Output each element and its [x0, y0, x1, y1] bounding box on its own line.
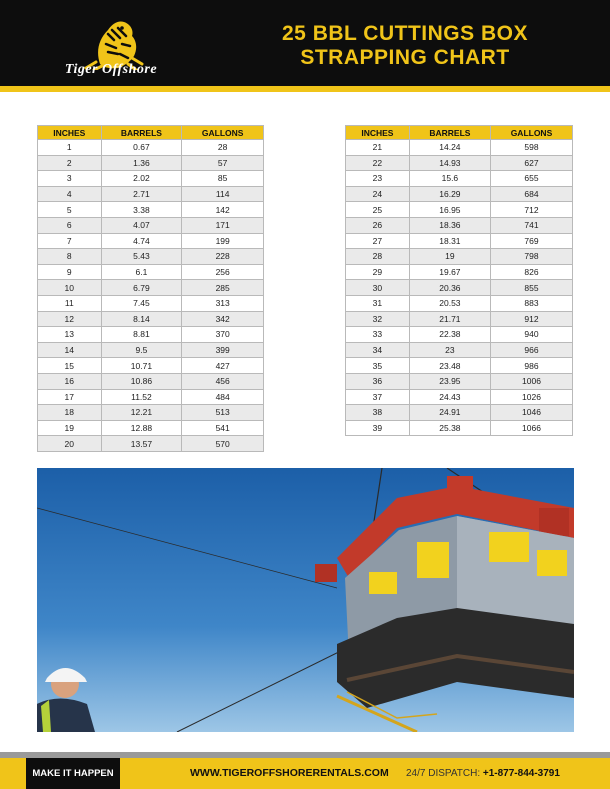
- table-row: [38, 405, 264, 421]
- cell-barrels: 15.6: [409, 171, 490, 187]
- cell-barrels: 22.38: [409, 327, 490, 343]
- column-header-gallons: GALLONS: [490, 126, 572, 140]
- cell-barrels: 8.81: [101, 327, 182, 343]
- cell-gallons: 427: [182, 358, 264, 374]
- table-row: [346, 171, 573, 187]
- cell-gallons: 712: [490, 202, 572, 218]
- cell-barrels: 19.67: [409, 264, 490, 280]
- cell-barrels: 23.48: [409, 358, 490, 374]
- table-row: [38, 217, 264, 233]
- cell-gallons: 256: [182, 264, 264, 280]
- cell-barrels: 3.38: [101, 202, 182, 218]
- table-row: [346, 295, 573, 311]
- table-row: [346, 373, 573, 389]
- cell-inches: 12: [38, 311, 102, 327]
- table-row: [38, 280, 264, 296]
- column-header-gallons: GALLONS: [182, 126, 264, 140]
- cell-inches: 4: [38, 186, 102, 202]
- cell-barrels: 18.36: [409, 217, 490, 233]
- table-row: [346, 186, 573, 202]
- cell-gallons: 541: [182, 420, 264, 436]
- table-row: [346, 217, 573, 233]
- crane-lift-illustration: [37, 468, 574, 732]
- cell-inches: 7: [38, 233, 102, 249]
- cell-barrels: 13.57: [101, 436, 182, 452]
- cell-gallons: 199: [182, 233, 264, 249]
- cell-inches: 17: [38, 389, 102, 405]
- dispatch-label: 24/7 DISPATCH:: [406, 768, 481, 779]
- table-header-row: [346, 126, 573, 140]
- table-row: [346, 202, 573, 218]
- cell-inches: 5: [38, 202, 102, 218]
- cell-gallons: 741: [490, 217, 572, 233]
- table-row: [346, 140, 573, 156]
- cell-inches: 18: [38, 405, 102, 421]
- title-line-2: STRAPPING CHART: [300, 46, 510, 69]
- cell-barrels: 12.21: [101, 405, 182, 421]
- cell-gallons: 85: [182, 171, 264, 187]
- cell-inches: 24: [346, 186, 410, 202]
- table-row: [38, 233, 264, 249]
- cell-gallons: 826: [490, 264, 572, 280]
- cell-gallons: 570: [182, 436, 264, 452]
- table-row: [38, 264, 264, 280]
- cell-inches: 23: [346, 171, 410, 187]
- cell-barrels: 20.53: [409, 295, 490, 311]
- logo-wordmark: Tiger Offshore: [64, 62, 158, 77]
- cell-gallons: 1066: [490, 420, 572, 436]
- cell-inches: 22: [346, 155, 410, 171]
- table-row: [38, 186, 264, 202]
- cell-gallons: 966: [490, 342, 572, 358]
- table-row: [38, 140, 264, 156]
- cell-barrels: 24.91: [409, 405, 490, 421]
- table-row: [38, 155, 264, 171]
- title-line-1: 25 BBL CUTTINGS BOX: [282, 22, 528, 45]
- dispatch-info: [406, 758, 560, 789]
- cell-gallons: 912: [490, 311, 572, 327]
- cell-inches: 10: [38, 280, 102, 296]
- table-row: [38, 389, 264, 405]
- cell-barrels: 8.14: [101, 311, 182, 327]
- cell-inches: 38: [346, 405, 410, 421]
- cell-barrels: 4.74: [101, 233, 182, 249]
- cell-barrels: 18.31: [409, 233, 490, 249]
- cell-inches: 39: [346, 420, 410, 436]
- page-footer: [0, 758, 610, 789]
- cell-barrels: 11.52: [101, 389, 182, 405]
- cell-barrels: 7.45: [101, 295, 182, 311]
- cell-barrels: 20.36: [409, 280, 490, 296]
- cell-barrels: 10.86: [101, 373, 182, 389]
- cell-inches: 13: [38, 327, 102, 343]
- cell-inches: 32: [346, 311, 410, 327]
- table-row: [38, 342, 264, 358]
- table-row: [38, 311, 264, 327]
- table-row: [346, 264, 573, 280]
- page-title: [250, 22, 560, 70]
- cell-gallons: 684: [490, 186, 572, 202]
- cell-inches: 6: [38, 217, 102, 233]
- table-row: [38, 358, 264, 374]
- cell-barrels: 24.43: [409, 389, 490, 405]
- footer-tagline: MAKE IT HAPPEN: [26, 758, 120, 789]
- table-row: [346, 342, 573, 358]
- website-link[interactable]: WWW.TIGEROFFSHORERENTALS.COM: [190, 767, 389, 779]
- cell-gallons: 28: [182, 140, 264, 156]
- cell-gallons: 370: [182, 327, 264, 343]
- table-row: [38, 327, 264, 343]
- cell-gallons: 484: [182, 389, 264, 405]
- table-row: [346, 233, 573, 249]
- table-row: [38, 436, 264, 452]
- cell-barrels: 14.24: [409, 140, 490, 156]
- cell-barrels: 5.43: [101, 249, 182, 265]
- table-row: [346, 155, 573, 171]
- cell-inches: 19: [38, 420, 102, 436]
- table-header-row: [38, 126, 264, 140]
- cell-inches: 28: [346, 249, 410, 265]
- cell-barrels: 9.5: [101, 342, 182, 358]
- cell-inches: 15: [38, 358, 102, 374]
- cell-inches: 36: [346, 373, 410, 389]
- cell-inches: 20: [38, 436, 102, 452]
- cell-gallons: 940: [490, 327, 572, 343]
- table-row: [346, 327, 573, 343]
- cell-gallons: 342: [182, 311, 264, 327]
- cell-inches: 2: [38, 155, 102, 171]
- table-row: [346, 405, 573, 421]
- cell-gallons: 855: [490, 280, 572, 296]
- cell-barrels: 12.88: [101, 420, 182, 436]
- cell-inches: 26: [346, 217, 410, 233]
- cell-barrels: 14.93: [409, 155, 490, 171]
- cell-barrels: 23.95: [409, 373, 490, 389]
- cell-gallons: 1026: [490, 389, 572, 405]
- cell-inches: 37: [346, 389, 410, 405]
- strapping-table-right: [345, 125, 573, 436]
- cell-inches: 30: [346, 280, 410, 296]
- column-header-barrels: BARRELS: [101, 126, 182, 140]
- cell-inches: 33: [346, 327, 410, 343]
- cell-gallons: 114: [182, 186, 264, 202]
- cell-inches: 25: [346, 202, 410, 218]
- cell-inches: 34: [346, 342, 410, 358]
- strapping-table-left: [37, 125, 264, 452]
- cell-gallons: 986: [490, 358, 572, 374]
- cell-gallons: 598: [490, 140, 572, 156]
- cell-inches: 1: [38, 140, 102, 156]
- table-row: [38, 373, 264, 389]
- cell-gallons: 769: [490, 233, 572, 249]
- header-accent-bar: [0, 86, 610, 92]
- cell-gallons: 456: [182, 373, 264, 389]
- table-row: [346, 249, 573, 265]
- cell-gallons: 399: [182, 342, 264, 358]
- cell-gallons: 798: [490, 249, 572, 265]
- cell-barrels: 21.71: [409, 311, 490, 327]
- cell-barrels: 19: [409, 249, 490, 265]
- cell-gallons: 627: [490, 155, 572, 171]
- table-row: [38, 249, 264, 265]
- cell-gallons: 883: [490, 295, 572, 311]
- cell-inches: 14: [38, 342, 102, 358]
- column-header-inches: INCHES: [346, 126, 410, 140]
- column-header-barrels: BARRELS: [409, 126, 490, 140]
- cell-inches: 27: [346, 233, 410, 249]
- table-row: [346, 420, 573, 436]
- cell-barrels: 2.71: [101, 186, 182, 202]
- cell-inches: 35: [346, 358, 410, 374]
- cell-inches: 16: [38, 373, 102, 389]
- cell-inches: 11: [38, 295, 102, 311]
- cell-inches: 9: [38, 264, 102, 280]
- cell-barrels: 1.36: [101, 155, 182, 171]
- cell-barrels: 4.07: [101, 217, 182, 233]
- cell-barrels: 23: [409, 342, 490, 358]
- cell-gallons: 171: [182, 217, 264, 233]
- tiger-offshore-logo[interactable]: [36, 14, 186, 80]
- table-row: [38, 295, 264, 311]
- table-row: [346, 280, 573, 296]
- cell-barrels: 25.38: [409, 420, 490, 436]
- table-row: [346, 358, 573, 374]
- cell-gallons: 57: [182, 155, 264, 171]
- dispatch-phone[interactable]: +1-877-844-3791: [482, 768, 560, 779]
- cell-gallons: 228: [182, 249, 264, 265]
- cell-gallons: 655: [490, 171, 572, 187]
- cell-inches: 29: [346, 264, 410, 280]
- table-row: [346, 311, 573, 327]
- cell-barrels: 6.79: [101, 280, 182, 296]
- table-row: [38, 420, 264, 436]
- column-header-inches: INCHES: [38, 126, 102, 140]
- cell-gallons: 513: [182, 405, 264, 421]
- table-row: [38, 171, 264, 187]
- cell-barrels: 10.71: [101, 358, 182, 374]
- cell-inches: 3: [38, 171, 102, 187]
- page-header: [0, 0, 610, 92]
- cell-gallons: 142: [182, 202, 264, 218]
- cell-inches: 31: [346, 295, 410, 311]
- table-row: [346, 389, 573, 405]
- cuttings-box-photo: [37, 468, 574, 732]
- cell-gallons: 285: [182, 280, 264, 296]
- cell-gallons: 1046: [490, 405, 572, 421]
- cell-barrels: 16.29: [409, 186, 490, 202]
- cell-gallons: 1006: [490, 373, 572, 389]
- cell-barrels: 2.02: [101, 171, 182, 187]
- table-row: [38, 202, 264, 218]
- cell-barrels: 6.1: [101, 264, 182, 280]
- cell-barrels: 0.67: [101, 140, 182, 156]
- cell-inches: 8: [38, 249, 102, 265]
- cell-gallons: 313: [182, 295, 264, 311]
- cell-inches: 21: [346, 140, 410, 156]
- cell-barrels: 16.95: [409, 202, 490, 218]
